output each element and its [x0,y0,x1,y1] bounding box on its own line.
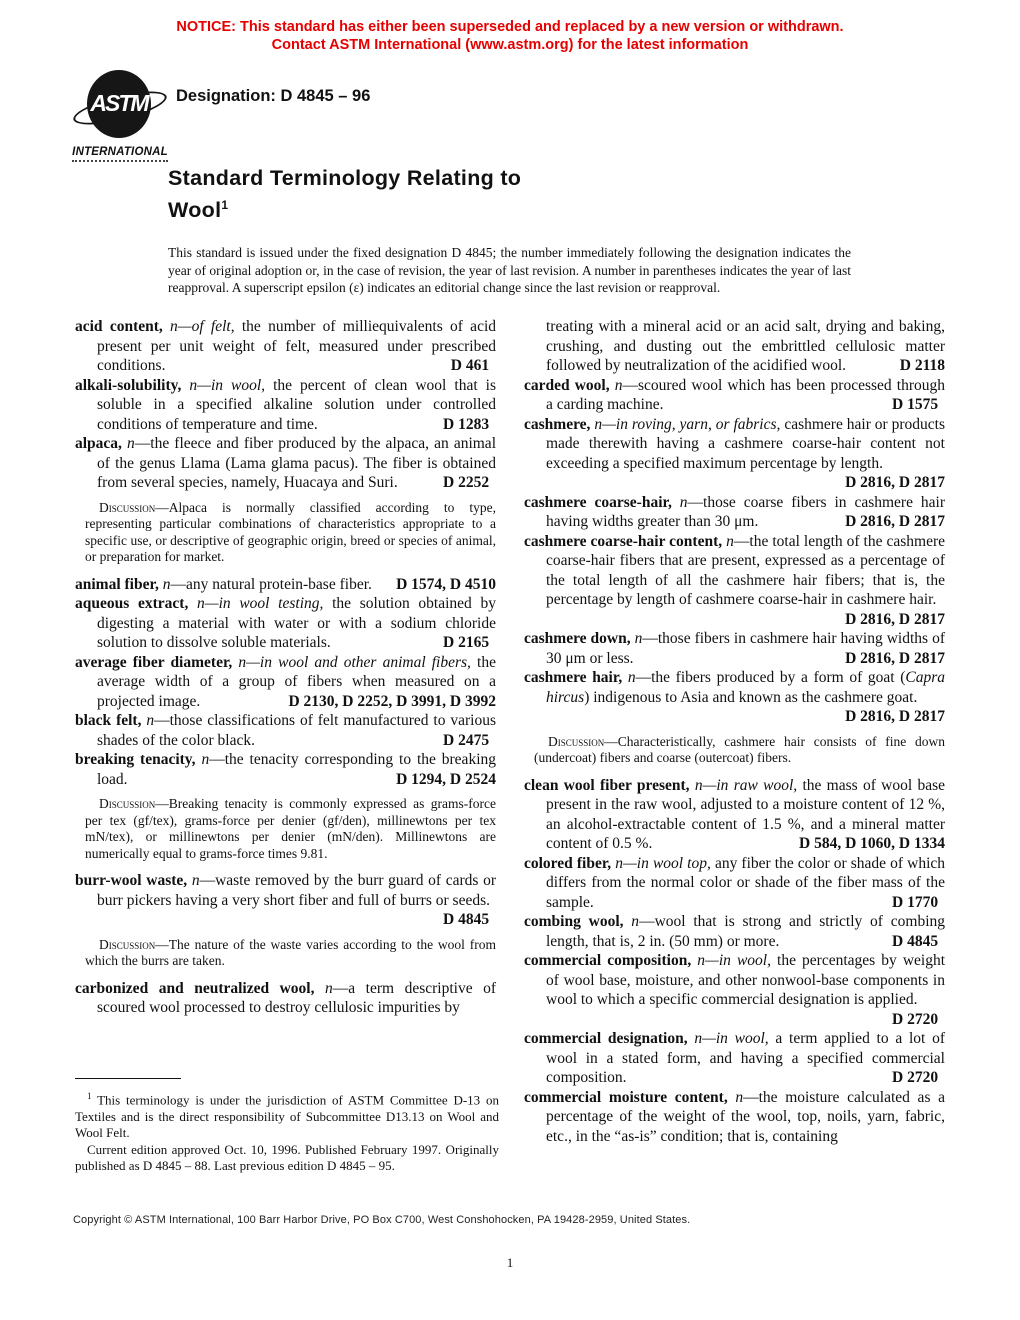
term: colored fiber, [524,854,612,872]
definition-entry [75,871,496,930]
term: aqueous extract, [75,595,189,612]
discussion-note: Discussion—Alpaca is normally classified according to type, representing particular combinations of characteristics appropriate to a specific use, or descriptive of geographic origin, breed or species of animal, or preparation for market. [85,499,496,564]
page-number: 1 [506,1255,514,1270]
footnote-divider [75,1078,181,1079]
grammar-label: n [195,751,210,768]
grammar-label: n—in wool top, [611,854,711,872]
definition-entry [75,711,496,750]
grammar-label: n [622,669,636,686]
definition-text: the percentages by weight of wool base, moisture, and other nonwool-base components in wool to which a specific commercial designation is applied. [546,952,946,1008]
standard-refs: D 2165 [443,634,490,651]
definition-entry [75,376,496,435]
term: burr-wool waste, [75,872,188,889]
grammar-label: n [671,493,688,511]
discussion-note: Discussion—Breaking tenacity is commonly expressed as grams-force per tex (gf/tex), grams-force per denier (gf/den), millinewtons per tex mN/tex), or millinewtons per denier (mN/den). Millinewtons are numerically equal to grams-force times 9.81. [85,796,496,861]
definition-entry [75,653,496,712]
definition-entry [75,317,496,376]
standard-refs: D 4845 [892,932,939,950]
definition-entry [524,376,945,415]
definition-text: any fiber the color or shade of which differs from the normal color or shade of the fiber mass of the sample. [546,854,946,911]
standard-refs: D 584, D 1060, D 1334 [799,835,945,852]
definition-entry [524,951,945,1029]
definition-text: —the tenacity corresponding to the breaking load. [97,751,496,788]
standard-refs: D 461 [450,357,490,374]
definition-text: —a term descriptive of scoured wool processed to destroy cellulosic impurities by [97,979,496,1016]
definition-entry [524,854,945,913]
standard-refs: D 4845 [443,911,490,928]
footnote-paragraph-2: Current edition approved Oct. 10, 1996. Published February 1997. Originally published as D 4845 – 88. Last previous edition D 4845 – 95. [75,1141,499,1174]
discussion-label: Discussion [99,936,156,952]
grammar-label: n—in roving, yarn, or fabrics, [590,415,781,433]
term: commercial moisture content, [524,1088,728,1106]
discussion-label: Discussion [99,796,156,811]
term: alkali-solubility, [75,376,182,394]
definition-text: —scoured wool which has been processed through a carding machine. [546,376,946,413]
term: cashmere, [524,415,591,433]
glossary-columns [75,317,945,1146]
standard-refs: D 1770 [892,893,939,911]
definition-entry [524,1088,945,1147]
grammar-label: n—in raw wool, [689,776,798,794]
term: animal fiber, [75,575,159,593]
discussion-note: Discussion—The nature of the waste varies according to the wool from which the burrs are taken. [85,936,496,968]
definition-entry [75,434,496,493]
grammar-label: n [623,913,640,930]
term: carbonized and neutralized wool, [75,979,315,997]
discussion-label: Discussion [99,499,156,515]
standard-refs: D 1283 [443,415,490,433]
copyright-line: Copyright © ASTM International, 100 Barr Harbor Drive, PO Box C700, West Conshohocken, PA 19428-2959, United States. [73,1214,691,1226]
grammar-label: n [609,376,623,394]
definition-entry [524,532,945,630]
grammar-label: n—in wool and other animal fibers, [232,653,471,671]
term: alpaca, [75,435,122,452]
astm-logo-subtext: INTERNATIONAL [72,146,168,162]
standard-refs: D 2252 [443,474,490,491]
definition-entry [524,776,945,854]
footnote-block [75,1078,499,1175]
grammar-label: n [630,630,643,647]
definition-text: —the moisture calculated as a percentage of the weight of the wool, top, noils, yarn, fabric, etc., in the “as-is” condition; that is, containing [546,1088,946,1145]
definition-text: treating with a mineral acid or an acid salt, drying and baking, crushing, and dusting out the embrittled cellulosic matter followed by neutralization of the acidified wool. [546,318,945,374]
definition-entry [524,415,945,493]
term: black felt, [75,712,142,729]
discussion-note: Discussion—Characteristically, cashmere hair consists of fine down (undercoat) fibers and coarse (outercoat) fibers. [534,733,945,765]
definition-text: —those classifications of felt manufactured to various shades of the color black. [97,712,497,749]
discussion-label: Discussion [548,733,605,749]
standard-refs: D 1294, D 2524 [396,770,496,788]
definition-continuation [524,317,945,376]
notice-line-1: NOTICE: This standard has either been superseded and replaced by a new version or withdrawn. [176,19,844,35]
supersession-notice [0,19,1020,54]
standard-refs: D 2130, D 2252, D 3991, D 3992 [288,692,496,710]
definition-text: —the total length of the cashmere coarse-hair fibers that are present, expressed as a percentage of the total length of all the cashmere hair fibers; that is, the percentage by length of cashmere coarse-hair in cashmere hair. [546,532,946,608]
definition-entry [524,912,945,951]
standard-refs: D 2816, D 2817 [845,649,945,667]
designation-label: Designation: D 4845 – 96 [176,87,371,105]
term: breaking tenacity, [75,751,196,768]
definition-text: cashmere hair or products made therewith having a cashmere coarse-hair content not exceeding a specified maximum percentage by length. [546,415,945,472]
grammar-label: n [121,435,135,452]
term: cashmere hair, [524,669,623,686]
definition-entry [524,493,945,532]
glossary-column-right [524,317,945,1146]
grammar-label: n [727,1088,744,1106]
term: commercial designation, [524,1030,688,1047]
standard-refs: D 2816, D 2817 [845,708,945,725]
standard-refs: D 2720 [892,1010,939,1028]
definition-text: —any natural protein-base fiber. [170,575,372,593]
definition-text: —waste removed by the burr guard of cards or burr pickers having a very short fiber and full of burrs or seeds. [97,872,496,909]
astm-globe-icon [70,70,170,142]
term: cashmere down, [524,630,631,647]
title-line-2: Wool [168,198,222,223]
definition-entry [524,629,945,668]
astm-logo-text: ASTM [90,90,148,116]
definition-text: —wool that is strong and strictly of combing length, that is, 2 in. (50 mm) or more. [546,913,946,950]
grammar-label: n—in wool, [687,1030,769,1047]
definition-text: —the fibers produced by a form of goat ( [635,669,906,686]
term: cashmere coarse-hair content, [524,532,723,550]
definition-entry [524,1029,945,1088]
definition-text: the solution obtained by digesting a material with water or with a sodium chloride solution to dissolve soluble materials. [97,595,496,651]
standard-refs: D 2816, D 2817 [845,513,945,530]
term: carded wool, [524,376,610,394]
grammar-label: n—of felt, [162,318,235,335]
term: acid content, [75,318,163,335]
definition-entry [75,575,496,595]
footnote-marker: 1 [87,1091,92,1101]
standard-refs: D 2720 [892,1069,939,1086]
term: clean wool fiber present, [524,776,690,794]
standard-refs: D 2816, D 2817 [845,610,945,628]
astm-logo [70,70,170,162]
term: commercial composition, [524,952,692,969]
grammar-label: n [314,979,333,997]
definition-entry [75,979,496,1018]
standard-refs: D 2118 [899,357,945,374]
grammar-label: n—in wool testing, [188,595,324,612]
document-title [168,165,521,224]
definition-text: —those coarse fibers in cashmere hair having widths greater than 30 μm. [546,493,946,530]
definition-text: the average width of a group of fibers when measured on a projected image. [97,653,496,710]
standard-refs: D 2816, D 2817 [845,474,945,491]
grammar-label: n [141,712,155,729]
standard-refs: D 1575 [892,396,939,413]
definition-entry [75,594,496,653]
grammar-label: n—in wool, [691,952,771,969]
term: average fiber diameter, [75,653,233,671]
definition-entry [524,668,945,727]
footnote-paragraph-1: $^1$ This terminology is under the jurisdiction of ASTM Committee D-13 on Textiles and is the direct responsibility of Subcommittee D13.13 on Wool and Wool Felt. [75,1091,499,1141]
definition-text: the percent of clean wool that is soluble in a specified alkaline solution under controlled conditions of temperature and time. [97,376,496,433]
title-line-1: Standard Terminology Relating to [168,166,522,190]
term: cashmere coarse-hair, [524,493,672,511]
notice-line-2: Contact ASTM International (www.astm.org) for the latest information [271,36,749,53]
grammar-label: n [158,575,171,593]
definition-text: the number of milliequivalents of acid present per unit weight of felt, measured under prescribed conditions. [97,318,497,374]
term: combing wool, [524,913,624,930]
standard-preamble: This standard is issued under the fixed designation D 4845; the number immediately following the designation indicates the year of original adoption or, in the case of revision, the year of last revision. A number in parentheses indicates the year of last reapproval. A superscript epsilon (ε) indicates an editorial change since the last revision or reapproval. [168,245,851,295]
glossary-column-left [75,317,496,1146]
grammar-label: n [722,532,734,550]
definition-text: —the fleece and fiber produced by the alpaca, an animal of the genus Llama (Lama glama pacus). The fiber is obtained from several species, namely, Huacaya and Suri. [97,435,496,491]
title-footnote-marker: 1 [221,198,229,212]
standard-refs: D 1574, D 4510 [396,575,496,593]
definition-text: —those fibers in cashmere hair having widths of 30 μm or less. [546,630,945,667]
definition-text: the mass of wool base present in the raw wool, adjusted to a moisture content of 12 %, an alcohol-extractable content of 1.5 %, and a mineral matter content of 0.5 %. [546,776,946,852]
definition-text: a term applied to a lot of wool in a stated form, and having a specified commercial composition. [546,1030,945,1086]
grammar-label: n—in wool, [181,376,266,394]
grammar-label: n [187,872,200,889]
definition-entry [75,750,496,789]
definition-text: ) indigenous to Asia and known as the cashmere goat. [584,688,918,706]
grammar-label: Capra hircus [546,669,945,706]
standard-refs: D 2475 [443,731,490,749]
